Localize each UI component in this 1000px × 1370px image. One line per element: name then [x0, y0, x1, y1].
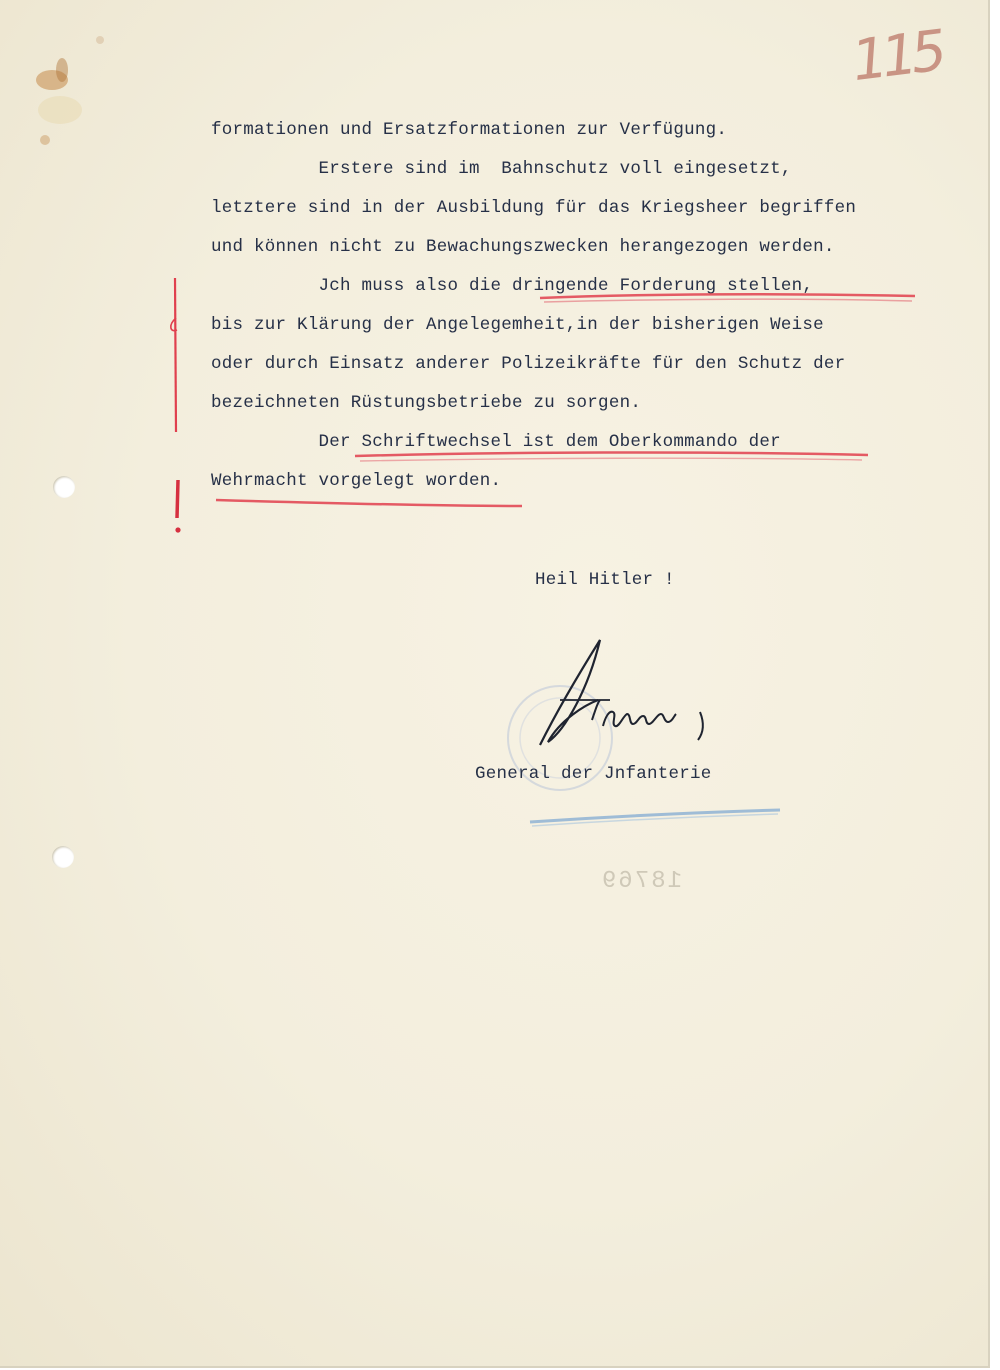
punch-hole-top [53, 476, 75, 498]
text-line-6: bis zur Klärung der Angelegemheit,in der bisherigen Weise [211, 315, 824, 335]
text-line-5: Jch muss also die dringende Forderung stellen, [211, 276, 814, 296]
text-line-8: bezeichneten Rüstungsbetriebe zu sorgen. [211, 393, 642, 413]
text-line-4: und können nicht zu Bewachungszwecken herangezogen werden. [211, 237, 835, 257]
punch-hole-bottom [52, 846, 74, 868]
signer-title: General der Jnfanterie [475, 764, 712, 784]
text-line-2: Erstere sind im Bahnschutz voll eingesetzt, [211, 159, 792, 179]
page-number: 115 [848, 18, 945, 95]
closing-salutation: Heil Hitler ! [535, 570, 675, 590]
stamp-number: 18769 [600, 868, 683, 895]
text-line-9: Der Schriftwechsel ist dem Oberkommando der [211, 432, 781, 452]
text-line-1: formationen und Ersatzformationen zur Verfügung. [211, 120, 728, 140]
text-line-10: Wehrmacht vorgelegt worden. [211, 471, 502, 491]
text-line-7: oder durch Einsatz anderer Polizeikräfte für den Schutz der [211, 354, 846, 374]
text-line-3: letztere sind in der Ausbildung für das Kriegsheer begriffen [211, 198, 857, 218]
